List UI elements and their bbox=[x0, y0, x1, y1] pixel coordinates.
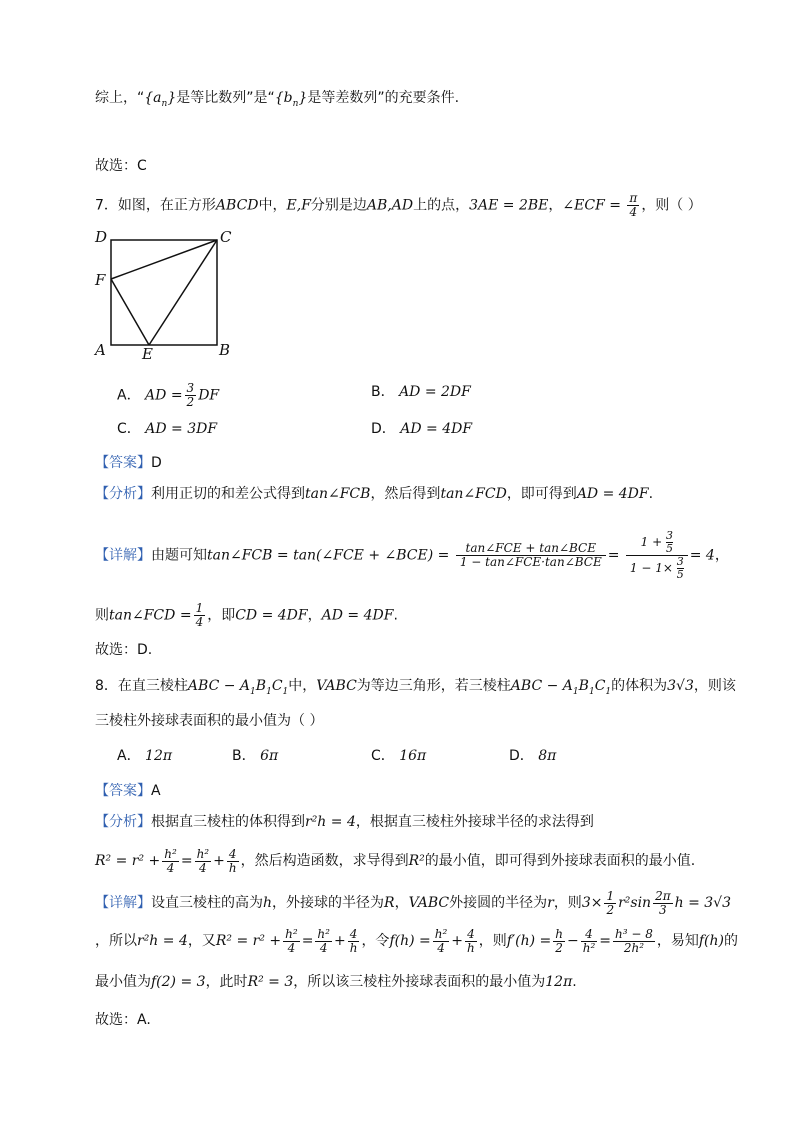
label-a: A bbox=[95, 341, 106, 359]
label-b: B bbox=[219, 341, 231, 359]
segment-fc bbox=[111, 240, 217, 279]
q8-detail-1: 【详解】设直三棱柱的高为h，外接球的半径为R，VABC外接圆的半径为r，则3× $\frac{1}{2}$ r²sin $\frac{2\pi}{3}$ h = 3√3 bbox=[95, 888, 731, 917]
q7-analysis: 【分析】利用正切的和差公式得到tan∠FCB，然后得到tan∠FCD，即可得到AD = 4DF. bbox=[95, 486, 654, 502]
q8-choose: 故选：A. bbox=[95, 1012, 151, 1028]
q7-answer: 【答案】D bbox=[95, 455, 162, 471]
q7-option-a: A． AD = $\frac{3}{2}$ DF bbox=[117, 381, 220, 409]
q8-stem-2: 三棱柱外接球表面积的最小值为（ ） bbox=[95, 713, 324, 729]
q8-answer: 【答案】A bbox=[95, 783, 161, 799]
label-e: E bbox=[142, 345, 153, 363]
q8-analysis-1: 【分析】根据直三棱柱的体积得到r²h = 4，根据直三棱柱外接球半径的求法得到 bbox=[95, 814, 594, 830]
square-abcd bbox=[111, 240, 217, 345]
q8-option-b: B． 6π bbox=[232, 748, 279, 764]
q8-stem-1: 8．在直三棱柱ABC − $A_1B_1C_1$中，VABC为等边三角形，若三棱柱ABC − $A_1B_1C_1$的体积为3√3，则该 bbox=[95, 678, 736, 697]
q7-option-b: B． AD = 2DF bbox=[371, 384, 471, 400]
q7-stem: 7．如图，在正方形ABCD中，E,F分别是边AB,AD上的点，3AE = 2BE，∠ECF = $\frac{\pi}{4}$ ，则（ ） bbox=[95, 191, 702, 219]
q6-choose: 故选：C bbox=[95, 158, 147, 174]
q8-detail-2: ，所以r²h = 4，又R² = r² + $\frac{\text{h²}}{4}$ = $\frac{\text{h²}}{4}$ + $\frac{4}{h}$ ，令f(h) = $\frac{\text{h²}}{4}$ + $\frac{4}{h}$ ，则f′(h) = $\frac{h}{2}$ − $\frac{4}{\text{h²}}$ = $\frac{\text{h³ − 8}}{\text{2h²}}$ ，易知f(h)的 bbox=[95, 926, 738, 955]
q7-detail-1: 【详解】由题可知tan∠FCB = tan(∠FCE + ∠BCE) = $\frac{\text{tan∠FCE + tan∠BCE}}{\text{1 − tan∠FCE·tan∠BCE}}$ = 1 + $\frac{3}{5}$ 1 − 1× $\frac{3}{5}$ = 4， bbox=[95, 529, 729, 581]
q8-option-c: C． 16π bbox=[371, 748, 427, 764]
q7-option-c: C． AD = 3DF bbox=[117, 421, 218, 437]
q6-summary: 综上，“$\{a_n\}$是等比数列”是“$\{b_n\}$是等差数列”的充要条件. bbox=[95, 90, 460, 109]
q7-detail-2: 则tan∠FCD = $\frac{1}{4}$ ，即CD = 4DF，AD = 4DF. bbox=[95, 601, 398, 629]
q8-option-d: D． 8π bbox=[509, 748, 557, 764]
q7-square-figure bbox=[92, 225, 242, 365]
label-c: C bbox=[220, 228, 232, 246]
segment-ec bbox=[149, 240, 217, 345]
q8-option-a: A． 12π bbox=[117, 748, 173, 764]
q8-analysis-2: R² = r² + $\frac{\text{h²}}{4}$ = $\frac{\text{h²}}{4}$ + $\frac{4}{h}$ ，然后构造函数，求导得到R²的最小值，即可得到外接球表面积的最小值. bbox=[95, 846, 696, 875]
label-f: F bbox=[95, 271, 106, 289]
label-d: D bbox=[95, 228, 108, 246]
q7-option-d: D． AD = 4DF bbox=[371, 421, 473, 437]
segment-fe bbox=[111, 279, 149, 345]
q7-choose: 故选：D. bbox=[95, 642, 153, 658]
q8-detail-3: 最小值为f(2) = 3，此时R² = 3，所以该三棱柱外接球表面积的最小值为12π. bbox=[95, 974, 577, 990]
